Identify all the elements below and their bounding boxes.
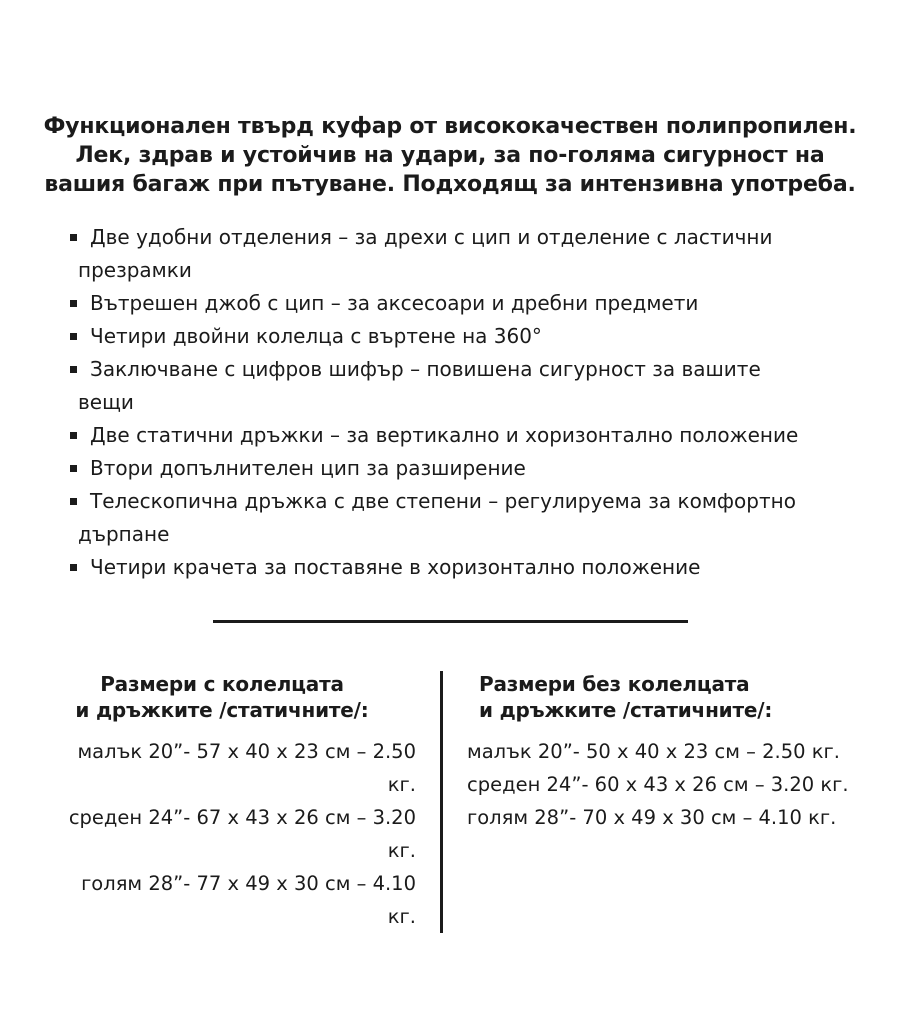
feature-item xyxy=(78,485,820,551)
bullet-square-icon xyxy=(70,564,77,571)
feature-text: Телескопична дръжка с две степени – регулируема за комфортно дърпане xyxy=(78,489,796,546)
feature-text: Втори допълнителен цип за разширение xyxy=(90,456,526,480)
sizes-with-wheels-heading xyxy=(56,671,388,723)
section-divider xyxy=(213,620,688,623)
bullet-square-icon xyxy=(70,465,77,472)
sizes-without-wheels-column xyxy=(443,671,900,933)
feature-text: Четири крачета за поставяне в хоризонтално положение xyxy=(90,555,701,579)
size-row: голям 28”- 70 х 49 х 30 см – 4.10 кг. xyxy=(467,806,837,829)
column-heading-line: Размери с колелцата xyxy=(100,672,344,696)
size-row: малък 20”- 57 х 40 х 23 см – 2.50 кг. xyxy=(77,740,416,796)
feature-item xyxy=(78,452,820,485)
bullet-square-icon xyxy=(70,366,77,373)
sizes-section xyxy=(0,671,900,933)
intro-line: вашия багаж при пътуване. Подходящ за интензивна употреба. xyxy=(44,172,856,197)
size-row: голям 28”- 77 х 49 х 30 см – 4.10 кг. xyxy=(81,872,416,928)
feature-item xyxy=(78,287,820,320)
intro-line: Функционален твърд куфар от висококачествен полипропилен. xyxy=(43,114,857,139)
feature-text: Две удобни отделения – за дрехи с цип и отделение с ластични презрамки xyxy=(78,225,773,282)
size-row: среден 24”- 60 х 43 х 26 см – 3.20 кг. xyxy=(467,773,849,796)
feature-item xyxy=(78,353,820,419)
feature-text: Две статични дръжки – за вертикално и хоризонтално положение xyxy=(90,423,799,447)
product-description-page xyxy=(0,112,900,1012)
bullet-square-icon xyxy=(70,432,77,439)
bullet-square-icon xyxy=(70,498,77,505)
size-row: малък 20”- 50 х 40 х 23 см – 2.50 кг. xyxy=(467,740,840,763)
sizes-with-wheels-column xyxy=(0,671,440,933)
sizes-without-wheels-rows xyxy=(467,735,890,834)
feature-list xyxy=(78,221,820,584)
sizes-with-wheels-rows xyxy=(56,735,416,933)
intro-line: Лек, здрав и устойчив на удари, за по-голяма сигурност на xyxy=(75,143,825,168)
column-heading-line: и дръжките /статичните/: xyxy=(479,698,773,722)
feature-item xyxy=(78,221,820,287)
sizes-without-wheels-heading xyxy=(467,671,890,723)
bullet-square-icon xyxy=(70,333,77,340)
feature-text: Заключване с цифров шифър – повишена сигурност за вашите вещи xyxy=(78,357,761,414)
column-heading-line: Размери без колелцата xyxy=(479,672,750,696)
feature-text: Вътрешен джоб с цип – за аксесоари и дребни предмети xyxy=(90,291,699,315)
size-row: среден 24”- 67 х 43 х 26 см – 3.20 кг. xyxy=(68,806,416,862)
feature-text: Четири двойни колелца с въртене на 360° xyxy=(90,324,542,348)
product-intro xyxy=(0,112,900,199)
bullet-square-icon xyxy=(70,300,77,307)
feature-item xyxy=(78,320,820,353)
feature-item xyxy=(78,551,820,584)
feature-item xyxy=(78,419,820,452)
column-heading-line: и дръжките /статичните/: xyxy=(75,698,369,722)
bullet-square-icon xyxy=(70,234,77,241)
